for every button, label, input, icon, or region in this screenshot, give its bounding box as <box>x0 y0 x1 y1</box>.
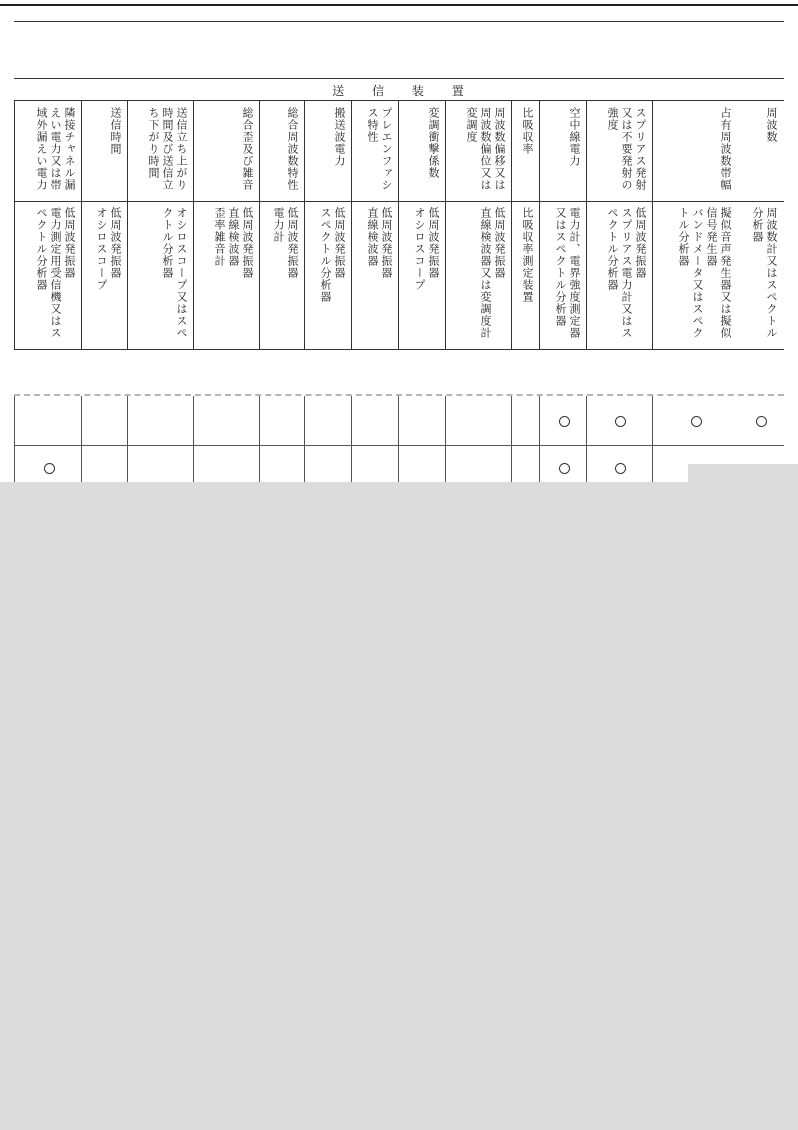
check-column <box>511 396 540 482</box>
measurement-item: 占有周波数帯幅 <box>719 107 732 191</box>
column-body <box>399 201 446 348</box>
table-column <box>539 101 587 349</box>
column-header <box>352 101 399 202</box>
measurement-item: 搬送波電力 <box>333 107 346 167</box>
measurement-item: 変調衝撃係数 <box>427 107 440 179</box>
top-rule <box>0 4 798 6</box>
check-mark-circle <box>756 416 767 427</box>
column-header <box>305 101 352 202</box>
measurement-item: 送信立ち上がり 時間及び送信立 ち下がり時間 <box>147 107 188 191</box>
header-rule <box>14 21 784 22</box>
table-column <box>127 101 194 349</box>
column-header <box>540 101 587 202</box>
table-column <box>398 101 446 349</box>
measurement-equipment: 擬似音声発生器又は擬似 信号発生器 バンドメータ又はスペク トル分析器 <box>677 207 732 339</box>
column-header <box>399 101 446 202</box>
check-column <box>81 396 128 482</box>
measurement-equipment: 低周波発振器 直線検波器 <box>366 207 393 279</box>
column-header <box>446 101 512 202</box>
grid-row-divider <box>14 445 784 446</box>
measurement-equipment: 低周波発振器 オシロスコープ <box>413 207 440 291</box>
table-column <box>14 101 82 349</box>
measurement-item: 総合周波数特性 <box>286 107 299 191</box>
check-mark-circle <box>44 463 55 474</box>
measurement-item: 総合歪及び雑音 <box>241 107 254 191</box>
table-column <box>652 101 738 349</box>
measurement-item: 隣接チャネル漏 えい電力又は帯 域外漏えい電力 <box>35 107 76 191</box>
table-column <box>304 101 352 349</box>
measurement-equipment: 低周波発振器 スペクトル分析器 <box>319 207 346 303</box>
measurement-equipment: 低周波発振器 オシロスコープ <box>95 207 122 291</box>
measurement-equipment: 低周波発振器 電力計 <box>272 207 299 279</box>
table-column <box>259 101 305 349</box>
check-grid <box>14 396 784 482</box>
column-body <box>446 201 512 348</box>
check-mark-circle <box>559 463 570 474</box>
measurement-item: プレエンファシ ス特性 <box>366 107 393 191</box>
measurement-item: 周波数 <box>765 107 778 143</box>
check-mark-circle <box>559 416 570 427</box>
check-mark-circle <box>615 416 626 427</box>
column-header <box>737 101 784 202</box>
column-body <box>194 201 260 348</box>
check-column <box>14 396 82 482</box>
table-column <box>586 101 653 349</box>
measurement-equipment: 低周波発振器 電力測定用受信機又はス ペクトル分析器 <box>35 207 76 339</box>
check-column <box>351 396 399 482</box>
measurement-equipment: 比吸収率測定装置 <box>521 207 534 303</box>
check-mark-circle <box>615 463 626 474</box>
column-body <box>305 201 352 348</box>
column-header <box>82 101 128 202</box>
column-header <box>128 101 194 202</box>
measurement-equipment: オシロスコープ又はスペ クトル分析器 <box>161 207 188 339</box>
document-page <box>0 0 798 482</box>
column-header <box>260 101 305 202</box>
table-column <box>351 101 399 349</box>
check-column <box>259 396 305 482</box>
column-header <box>194 101 260 202</box>
table-column <box>737 101 784 349</box>
check-column <box>586 396 653 482</box>
column-body <box>260 201 305 348</box>
check-column <box>304 396 352 482</box>
column-body <box>540 201 587 348</box>
column-body <box>512 201 540 348</box>
column-body <box>82 201 128 348</box>
table-column <box>445 101 512 349</box>
table-column <box>193 101 260 349</box>
check-column <box>193 396 260 482</box>
column-header <box>15 101 82 202</box>
column-header <box>653 101 738 202</box>
measurement-item: 送信時間 <box>109 107 122 155</box>
column-body <box>737 201 784 348</box>
check-column <box>445 396 512 482</box>
section-title-bar <box>14 78 784 101</box>
column-body <box>15 201 82 348</box>
measurement-equipment: 低周波発振器 直線検波器又は変調度計 <box>479 207 506 339</box>
table-column <box>511 101 540 349</box>
column-body <box>128 201 194 348</box>
check-column <box>398 396 446 482</box>
measurement-equipment: 低周波発振器 スプリアス電力計又はス ペクトル分析器 <box>606 207 647 339</box>
column-body <box>587 201 653 348</box>
measurement-item: 比吸収率 <box>521 107 534 155</box>
column-body <box>352 201 399 348</box>
measurement-equipment: 周波数計又はスペクトル 分析器 <box>751 207 778 339</box>
check-column <box>127 396 194 482</box>
column-header <box>587 101 653 202</box>
check-column <box>539 396 587 482</box>
column-body <box>653 201 738 348</box>
gray-overlay <box>688 464 798 482</box>
measurement-equipment: 低周波発振器 直線検波器 歪率雑音計 <box>213 207 254 279</box>
table-column <box>81 101 128 349</box>
section-title: 送 信 装 置 <box>332 84 476 98</box>
equipment-table <box>14 100 784 350</box>
check-mark-circle <box>691 416 702 427</box>
measurement-equipment: 電力計、電界強度測定器 又はスペクトル分析器 <box>554 207 581 339</box>
measurement-item: 空中線電力 <box>568 107 581 167</box>
measurement-item: スプリアス発射 又は不要発射の 強度 <box>606 107 647 191</box>
column-header <box>512 101 540 202</box>
measurement-item: 周波数偏移又は 周波数偏位又は 変調度 <box>465 107 506 191</box>
